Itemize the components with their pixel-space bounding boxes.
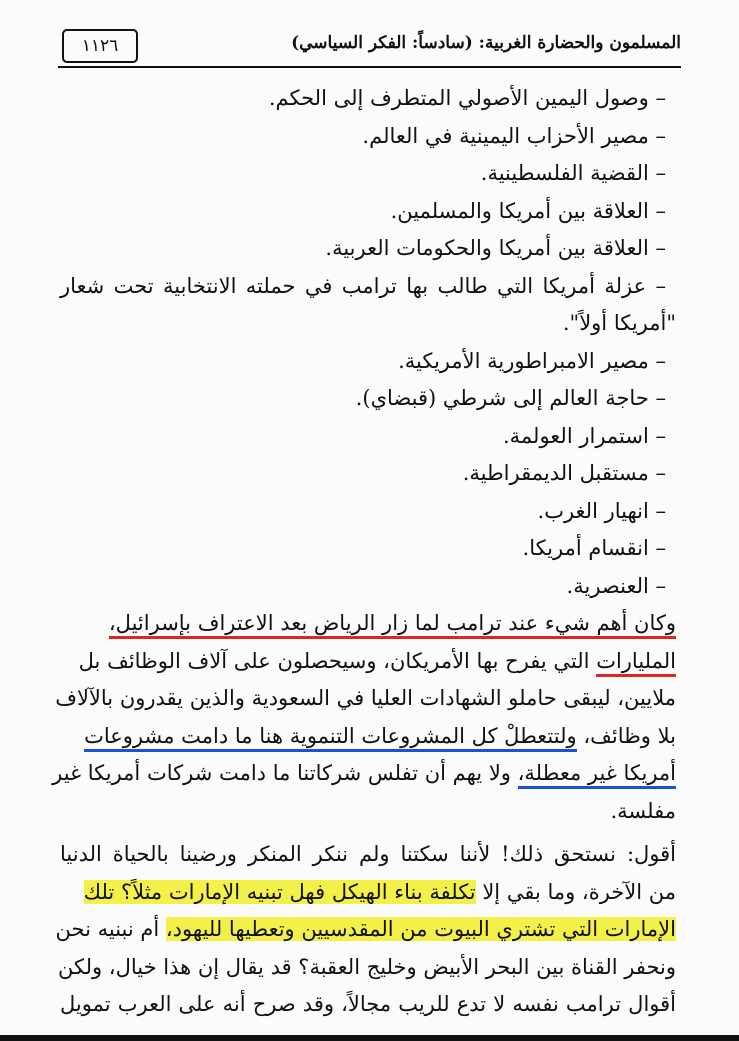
- running-title: المسلمون والحضارة الغربية: (سادساً: الفكر السياسي): [291, 33, 681, 53]
- list-item: – مستقبل الديمقراطية.: [462, 461, 666, 485]
- red-underlined-text: وكان أهم شيء عند ترامب لما زار الرياض بعد الاعتراف بإسرائيل،: [109, 611, 676, 639]
- list-item: – حاجة العالم إلى شرطي (قبضاي).: [355, 386, 666, 410]
- page-number: ١١٢٦: [62, 29, 138, 63]
- paragraph-line: [60, 718, 676, 756]
- paragraph-text: التي يفرح بها الأمريكان، وسيحصلون على آلاف الوظائف بل: [78, 648, 597, 673]
- paragraph-text: أم نبنيه نحن: [55, 917, 166, 941]
- paragraph-line: [60, 874, 676, 912]
- paragraph-line: [60, 643, 676, 681]
- blue-underlined-text: ولتتعطلْ كل المشروعات التنموية هنا ما دامت مشروعات: [84, 724, 577, 752]
- paragraph-line: أقول: نستحق ذلك! لأننا سكتنا ولم ننكر المنكر ورضينا بالحياة الدنيا: [60, 842, 676, 866]
- paragraph-line: [52, 755, 676, 793]
- red-underlined-text: المليارات: [596, 649, 676, 677]
- list-item: – وصول اليمين الأصولي المتطرف إلى الحكم.: [268, 86, 666, 110]
- list-item: – استمرار العولمة.: [502, 423, 666, 448]
- list-item: – مصير الامبراطورية الأمريكية.: [398, 348, 666, 373]
- paragraph-line: ونحفر القناة بين البحر الأبيض وخليج العقبة؟ قد يقال إن هذا خيال، ولكن: [58, 954, 676, 979]
- list-item: – العلاقة بين أمريكا والحكومات العربية.: [325, 236, 666, 260]
- paragraph-text: ولا يهم أن تفلس شركاتنا ما دامت شركات أمريكا غير: [52, 761, 518, 785]
- paragraph-line: [55, 911, 676, 949]
- yellow-highlighted-text: الإمارات التي تشتري البيوت من المقدسيين وتعطيها لليهود،: [165, 917, 676, 941]
- list-item: – انهيار الغرب.: [537, 498, 666, 523]
- list-item: – القضية الفلسطينية.: [480, 161, 666, 185]
- paragraph-line: [60, 605, 676, 643]
- paragraph-line: ملايين، ليبقى حاملو الشهادات العليا في السعودية والذين يقدرون بالآلاف: [55, 686, 676, 710]
- page-body: [52, 80, 676, 1024]
- yellow-highlighted-text: تكلفة بناء الهيكل فهل تبنيه الإمارات مثلاً؟ تلك: [83, 879, 476, 904]
- paragraph-text: من الآخرة، وما بقي إلا: [475, 879, 676, 904]
- blue-underlined-text: أمريكا غير معطلة،: [518, 761, 676, 789]
- list-item: – انقسام أمريكا.: [522, 536, 666, 560]
- paragraph-line: أقوال ترامب نفسه لا تدع للريب مجالاً، وقد صرح أنه على العرب تمويل: [60, 992, 676, 1016]
- paragraph-text: بلا وظائف،: [576, 723, 676, 748]
- header-rule: [58, 66, 681, 68]
- list-item: – العلاقة بين أمريكا والمسلمين.: [390, 198, 666, 223]
- list-item-isolation-line2: "أمريكا أولاً".: [562, 311, 676, 335]
- list-item: – العنصرية.: [566, 573, 666, 598]
- list-item: – مصير الأحزاب اليمينية في العالم.: [362, 123, 666, 148]
- paragraph-line: مفلسة.: [610, 798, 676, 823]
- page-header: [58, 25, 681, 65]
- list-item-isolation-line1: – عزلة أمريكا التي طالب بها ترامب في حملته الانتخابية تحت شعار: [60, 273, 666, 298]
- bottom-edge: [0, 1035, 739, 1041]
